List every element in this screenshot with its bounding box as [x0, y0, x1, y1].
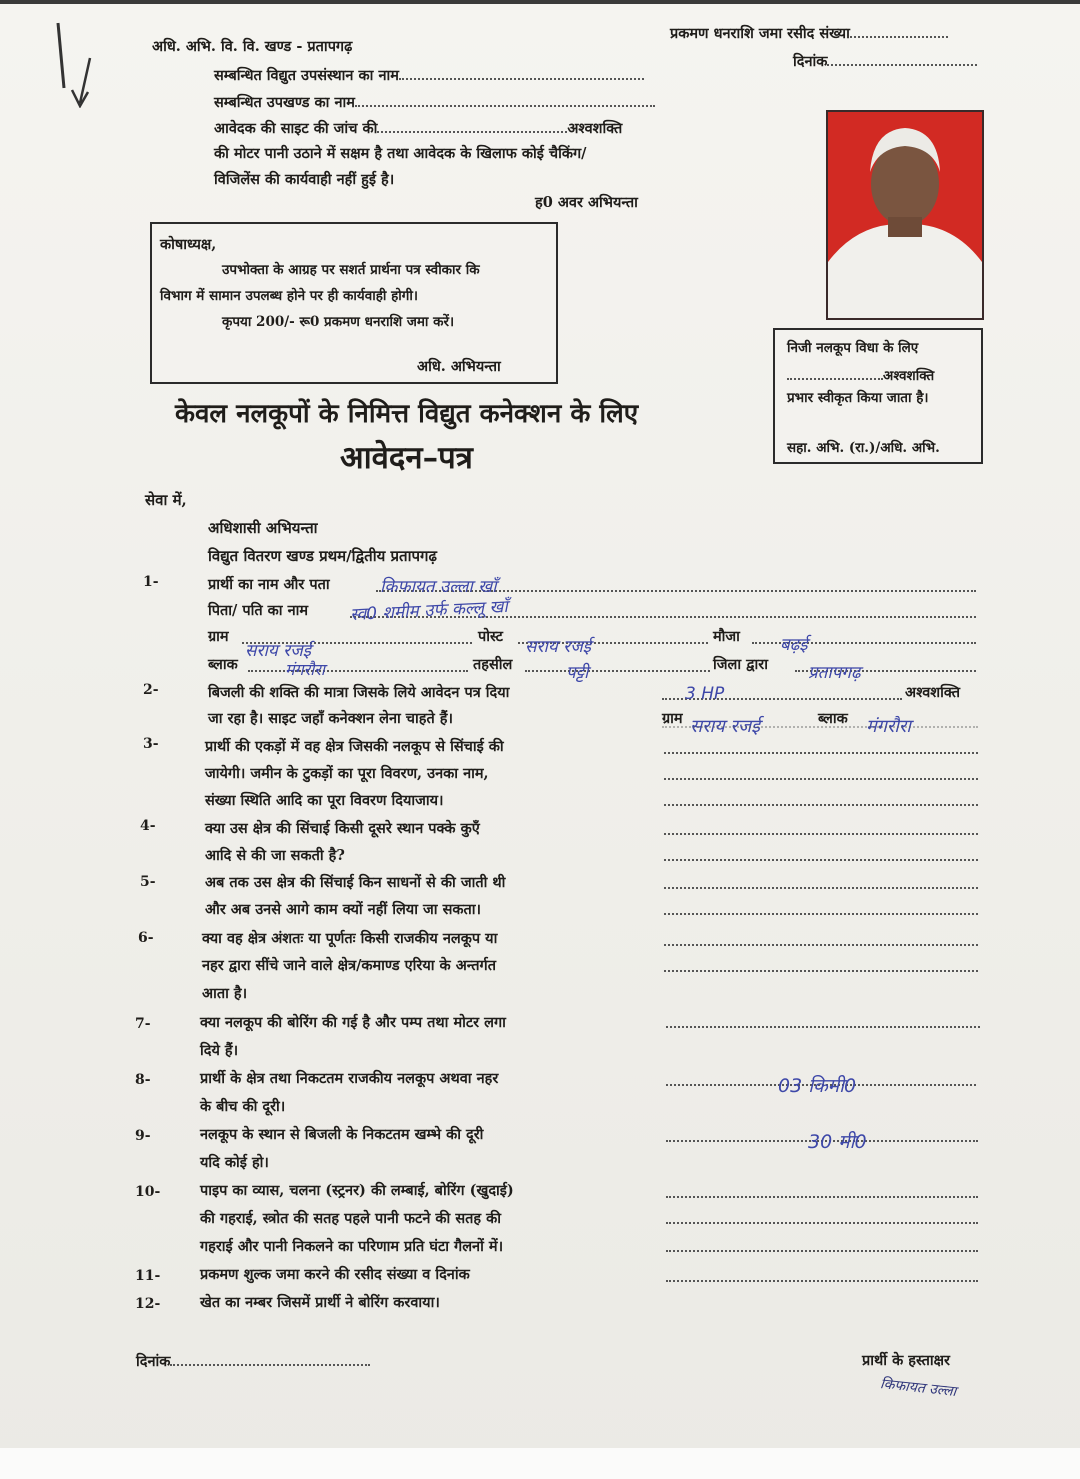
item-5-line-1: अब तक उस क्षेत्र की सिंचाई किन साधनों से की जाती थी — [205, 874, 506, 891]
father-name-value: स्व0 शमीम उर्फ कल्लू खाँ — [349, 596, 509, 626]
addressee-line-2: विद्युत वितरण खण्ड प्रथम/द्वितीय प्रतापगढ़ — [208, 547, 437, 565]
footer-date-field: दिनांक — [136, 1350, 370, 1371]
answer-line — [666, 1278, 978, 1282]
block-label: ब्लाक — [208, 656, 238, 673]
private-box-line-3: प्रभार स्वीकृत किया जाता है। — [787, 390, 929, 406]
item-4-line-2: आदि से की जा सकती है? — [205, 847, 345, 864]
item-number: 9- — [135, 1128, 151, 1144]
site-check-line-3: विजिलेंस की कार्यवाही नहीं हुई है। — [214, 171, 395, 188]
scan-top-edge — [0, 0, 1080, 4]
treasurer-line-3: कृपया 200/- रू0 प्रकमण धनराशि जमा करें। — [222, 314, 455, 330]
district-label: जिला द्वारा — [713, 656, 768, 673]
answer-line — [664, 968, 978, 972]
mauja-label: मौजा — [713, 628, 740, 645]
receipt-number-field: प्रकमण धनराशि जमा रसीद संख्या — [670, 22, 948, 43]
tehsil-fill-line — [525, 668, 710, 672]
private-tubewell-box — [773, 328, 983, 464]
private-box-sign: सहा. अभि. (रा.)/अधि. अभि. — [787, 440, 940, 456]
site-block-value: मंगरौरा — [866, 716, 911, 737]
item-9-line-2: यदि कोई हो। — [200, 1154, 269, 1171]
answer-line — [666, 1220, 978, 1224]
item-number: 8- — [135, 1072, 151, 1088]
addressee-line-1: अधिशासी अभियन्ता — [208, 519, 318, 537]
answer-line — [664, 885, 978, 889]
item-number: 11- — [135, 1268, 161, 1284]
item-10-line-2: की गहराई, स्त्रोत की सतह पहले पानी फटने की सतह की — [200, 1210, 502, 1227]
item-2-line-2: जा रहा है। साइट जहाँ कनेक्शन लेना चाहते हैं। — [208, 710, 453, 727]
item-5-line-2: और अब उनसे आगे काम क्यों नहीं लिया जा सकता। — [205, 901, 482, 918]
item-number: 10- — [135, 1184, 161, 1200]
form-title: केवल नलकूपों के निमित्त विद्युत कनेक्शन के लिए — [175, 399, 639, 429]
village-value: सराय रजई — [245, 641, 312, 661]
item-number: 12- — [135, 1296, 161, 1312]
scan-bottom-margin — [0, 1448, 1080, 1479]
form-subtitle: आवेदन–पत्र — [340, 440, 473, 476]
item-10-line-1: पाइप का व्यास, चलना (स्ट्रनर) की लम्बाई, बोरिंग (खुदाई) — [200, 1182, 514, 1199]
canal-distance-value: 03 किमी0 — [778, 1075, 857, 1097]
site-village-value: सराय रजई — [690, 716, 760, 737]
item-12-line-1: खेत का नम्बर जिसमें प्रार्थी ने बोरिंग करवाया। — [200, 1294, 440, 1311]
margin-pen-marks — [50, 18, 110, 108]
receipt-date-field: दिनांक — [793, 50, 977, 71]
answer-line — [664, 942, 978, 946]
item-1-label: प्रार्थी का नाम और पता — [208, 576, 330, 593]
pole-distance-value: 30 मी0 — [808, 1131, 867, 1153]
answer-line — [666, 1194, 978, 1198]
treasurer-approval-box — [150, 222, 558, 384]
item-2-line-1: बिजली की शक्ति की मात्रा जिसके लिये आवेदन पत्र दिया — [208, 684, 510, 701]
office-name: अधि. अभि. वि. वि. खण्ड - प्रतापगढ़ — [152, 38, 353, 55]
treasurer-sign: अधि. अभियन्ता — [417, 358, 501, 375]
item-number: 7- — [135, 1016, 151, 1032]
block-value: मंगरौरा — [285, 660, 325, 679]
addressee-to: सेवा में, — [145, 491, 187, 509]
item-10-line-3: गहराई और पानी निकलने का परिणाम प्रति घंटा गैलनों में। — [200, 1238, 504, 1255]
tehsil-value: पट्टी — [566, 663, 589, 683]
item-3-line-3: संख्या स्थिति आदि का पूरा विवरण दियाजाय। — [205, 792, 444, 809]
answer-line — [664, 776, 978, 780]
district-value: प्रतापगढ़ — [808, 663, 861, 683]
item-number: 5- — [140, 874, 156, 890]
item-8-line-1: प्रार्थी के क्षेत्र तथा निकटतम राजकीय नलकूप अथवा नहर — [200, 1070, 499, 1087]
father-label: पिता/ पति का नाम — [208, 602, 309, 619]
applicant-signature: किफायत उल्ला — [879, 1376, 958, 1400]
item-3-line-1: प्रार्थी की एकड़ों में वह क्षेत्र जिसकी नलकूप से सिंचाई की — [205, 738, 504, 755]
tehsil-label: तहसील — [473, 656, 513, 673]
block-fill-line — [248, 668, 468, 672]
item-6-line-2: नहर द्वारा सींचे जाने वाले क्षेत्र/कमाण्ड एरिया के अन्तर्गत — [202, 957, 496, 974]
item-7-line-1: क्या नलकूप की बोरिंग की गई है और पम्प तथा मोटर लगा — [200, 1014, 506, 1031]
junior-engineer-sign: ह0 अवर अभियन्ता — [535, 194, 638, 211]
village-label: ग्राम — [208, 628, 229, 645]
item-11-line-1: प्रकमण शुल्क जमा करने की रसीद संख्या व दिनांक — [200, 1266, 470, 1283]
answer-line — [664, 750, 978, 754]
mauja-value: बढ़ई — [780, 635, 808, 655]
applicant-portrait-image — [828, 112, 982, 318]
private-box-line-2: अश्वशक्ति — [787, 364, 934, 384]
item-number: 4- — [140, 818, 156, 834]
applicant-photo — [826, 110, 984, 320]
post-label: पोस्ट — [478, 628, 503, 645]
site-check-line-2: की मोटर पानी उठाने में सक्षम है तथा आवेदक के खिलाफ कोई चैकिंग/ — [214, 145, 587, 162]
substation-label: सम्बन्धित विद्युत उपसंस्थान का नाम — [214, 64, 644, 85]
site-fill-line — [662, 724, 978, 728]
answer-line — [666, 1024, 980, 1028]
site-block-label: ब्लाक — [818, 710, 848, 727]
private-box-line-1: निजी नलकूप विधा के लिए — [787, 340, 919, 356]
applicant-name-value: किफायत उल्ला खाँ — [380, 577, 497, 597]
answer-line — [664, 911, 978, 915]
answer-line — [666, 1248, 978, 1252]
item-number: 6- — [138, 930, 154, 946]
subdivision-label: सम्बन्धित उपखण्ड का नाम — [214, 91, 655, 112]
answer-line — [664, 857, 978, 861]
item-number: 1- — [143, 574, 159, 590]
site-check-line-1: आवेदक की साइट की जांच की अश्वशक्ति — [214, 117, 622, 138]
item-9-line-1: नलकूप के स्थान से बिजली के निकटतम खम्भे की दूरी — [200, 1126, 484, 1143]
item-6-line-3: आता है। — [202, 985, 248, 1002]
post-value: सराय रजई — [525, 637, 592, 657]
item-number: 3- — [143, 736, 159, 752]
applicant-signature-label: प्रार्थी के हस्ताक्षर — [862, 1352, 950, 1369]
item-number: 2- — [143, 682, 159, 698]
item-7-line-2: दिये हैं। — [200, 1042, 239, 1059]
site-village-label: ग्राम — [662, 710, 683, 727]
treasurer-salutation: कोषाध्यक्ष, — [160, 236, 217, 253]
answer-line — [664, 831, 978, 835]
hp-value: 3 HP — [685, 684, 725, 704]
answer-line — [664, 802, 978, 806]
item-6-line-1: क्या वह क्षेत्र अंशतः या पूर्णतः किसी राजकीय नलकूप या — [202, 930, 498, 947]
hp-label: अश्वशक्ति — [905, 684, 960, 701]
treasurer-line-1: उपभोक्ता के आग्रह पर सशर्त प्रार्थना पत्र स्वीकार कि — [222, 262, 480, 278]
item-8-line-2: के बीच की दूरी। — [200, 1098, 286, 1115]
item-3-line-2: जायेगी। जमीन के टुकड़ों का पूरा विवरण, उनका नाम, — [205, 765, 489, 782]
item-4-line-1: क्या उस क्षेत्र की सिंचाई किसी दूसरे स्थान पक्के कुएँ — [205, 820, 480, 837]
treasurer-line-2: विभाग में सामान उपलब्ध होने पर ही कार्यवाही होगी। — [160, 288, 418, 304]
